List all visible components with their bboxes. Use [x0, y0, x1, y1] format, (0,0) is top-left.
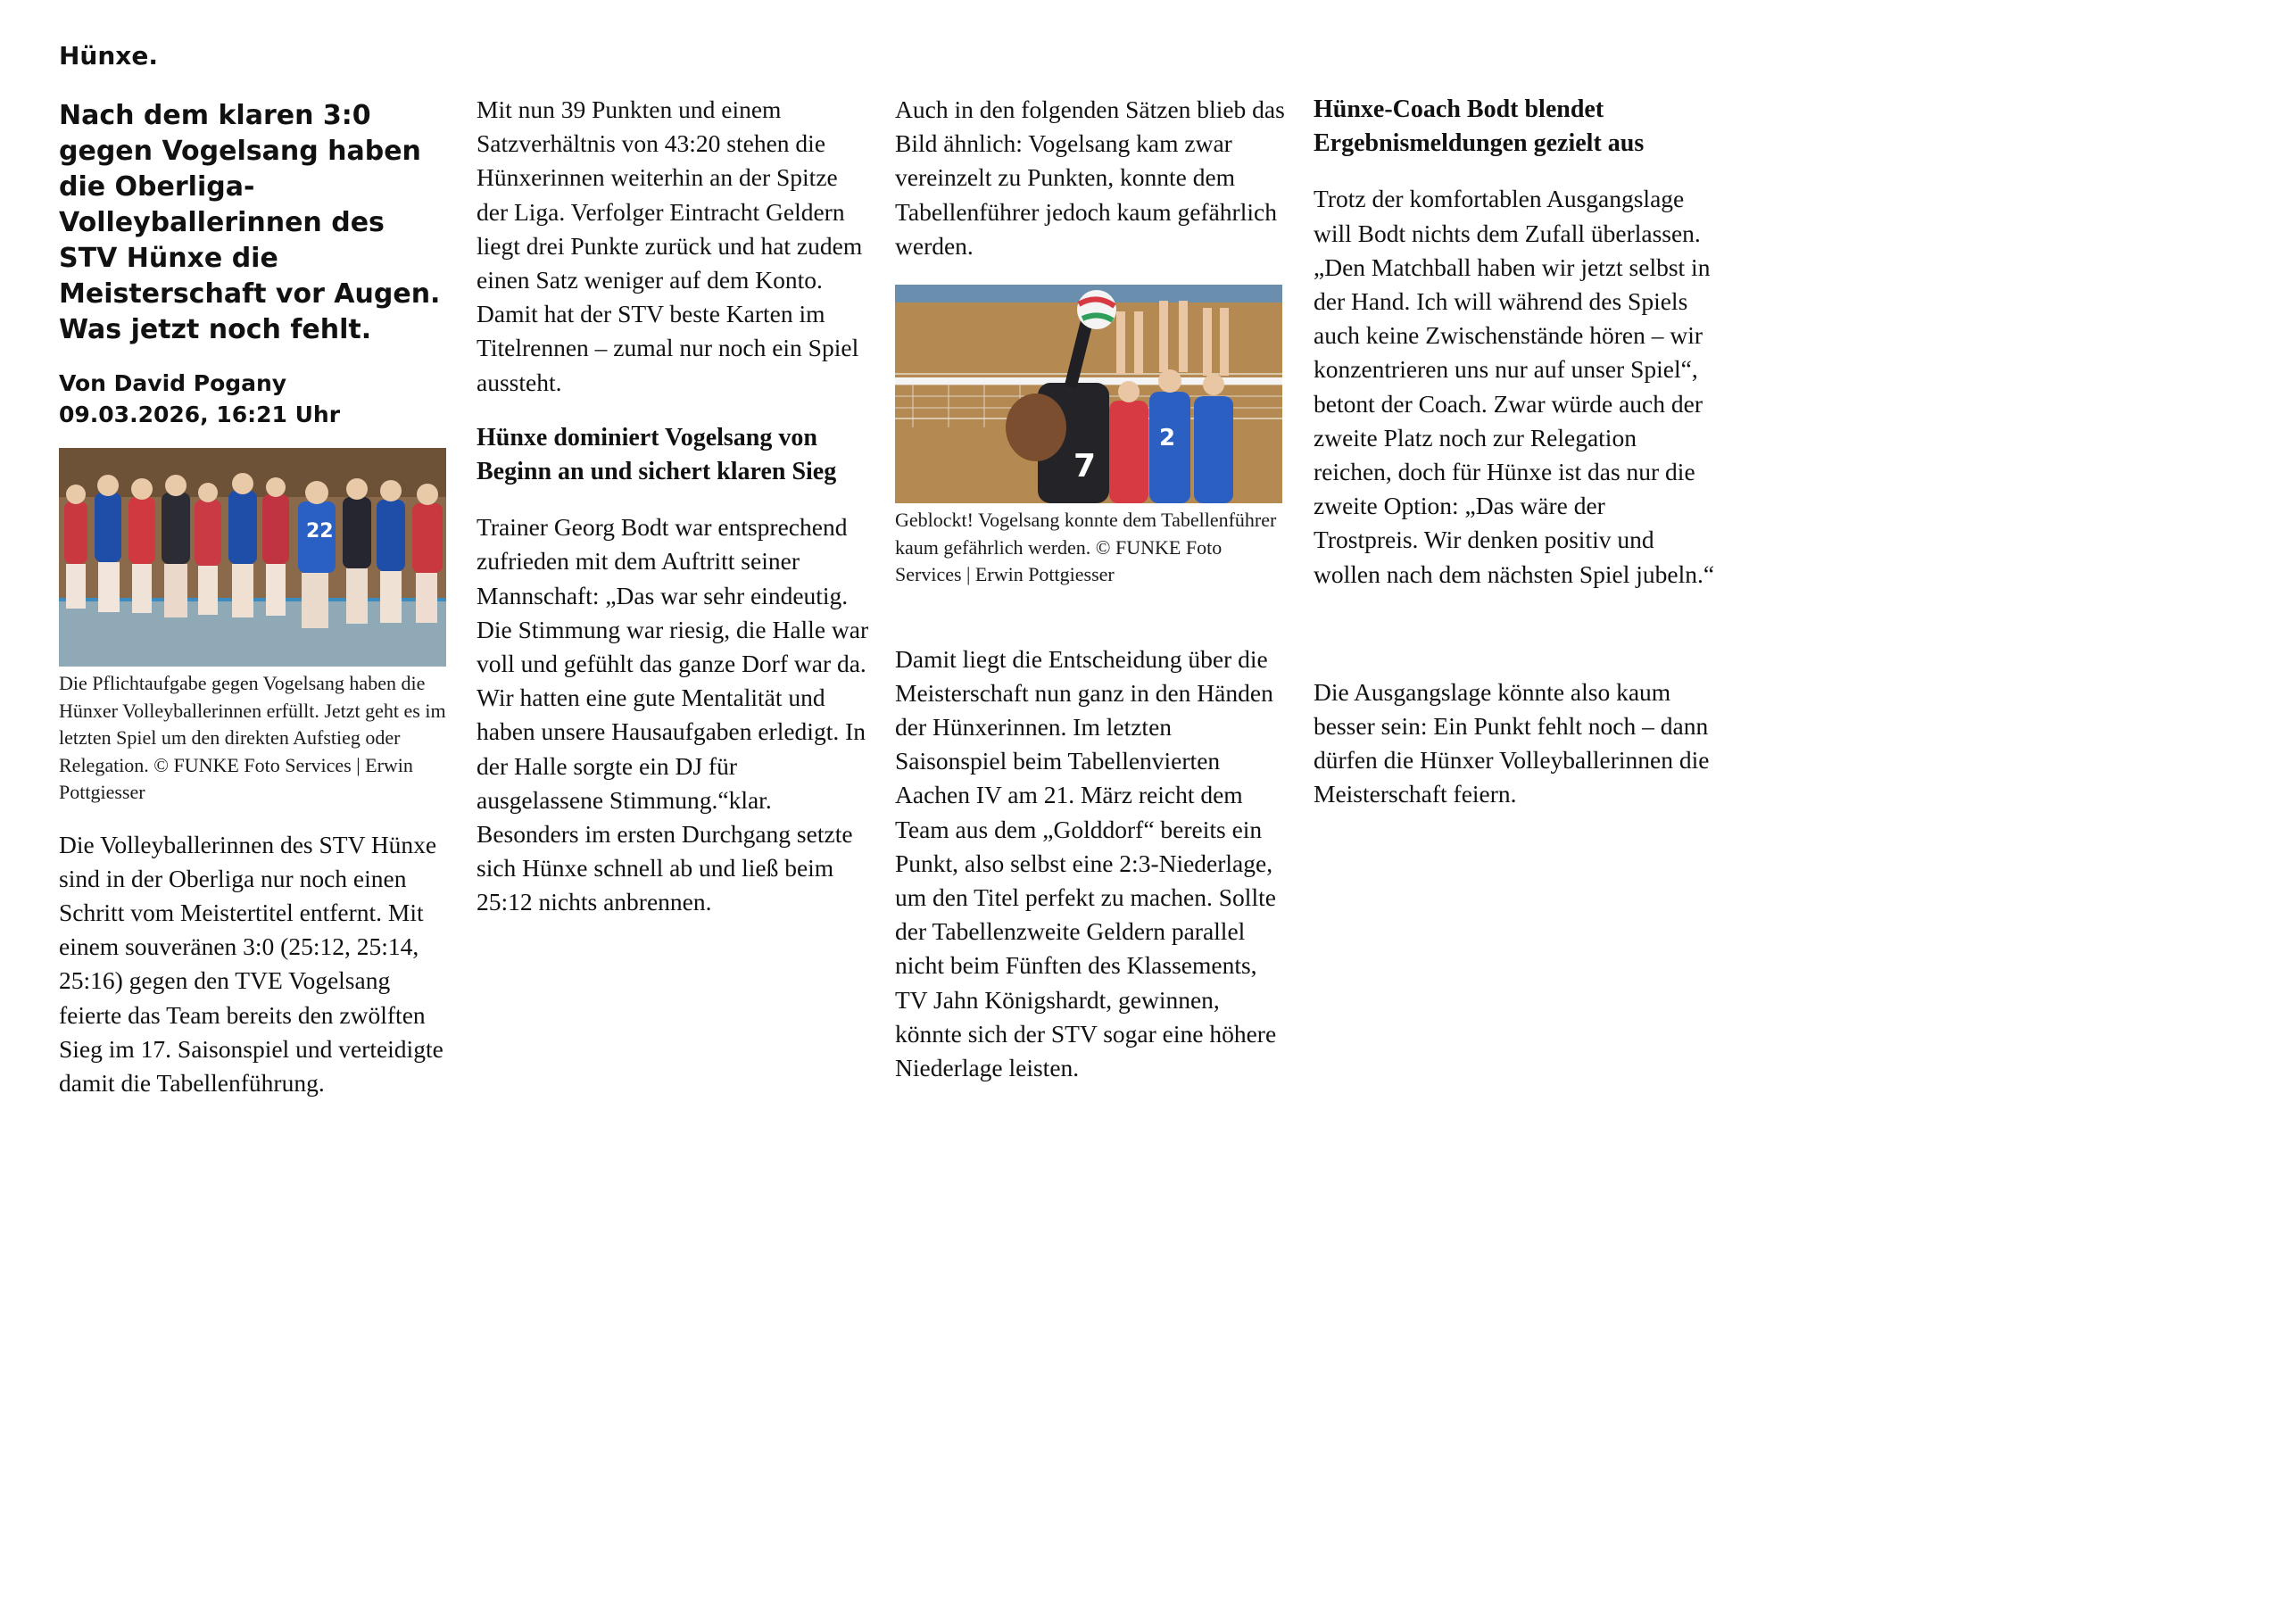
paragraph-standings: Mit nun 39 Punkten und einem Satzverhältnis von 43:20 stehen die Hünxerinnen weiterhin an der Spitze der Liga. Verfolger Eintracht Geldern liegt drei Punkte zurück und hat zudem einen Satz weniger auf dem Konto. Damit hat der STV beste Karten im Titelrennen – zumal nur noch ein Spiel aussteht.: [477, 95, 863, 396]
paragraph-following-sets: Auch in den folgenden Sätzen blieb das Bild ähnlich: Vogelsang kam zwar vereinzelt zu Punkten, konnte dem Tabellenführer jedoch kaum gefährlich werden.: [895, 95, 1285, 260]
svg-text:2: 2: [1159, 425, 1176, 452]
svg-text:7: 7: [1073, 448, 1097, 485]
article-column-2: [477, 93, 869, 920]
article-column-3: [895, 93, 1288, 1085]
article-column-1: [59, 93, 452, 1100]
subhead-coach: Hünxe-Coach Bodt blendet Ergebnismeldungen gezielt aus: [1314, 95, 1645, 158]
article-column-4: [1314, 93, 1715, 812]
svg-text:22: 22: [306, 520, 334, 543]
paragraph-intro: Die Volleyballerinnen des STV Hünxe sind in der Oberliga nur noch einen Schritt vom Meistertitel entfernt. Mit einem souveränen 3:0 (25:12, 25:14, 25:16) gegen den TVE Vogelsang feierte das Team bereits den zwölften Sieg im 17. Saisonspiel und verteidigte damit die Tabellenführung.: [59, 830, 443, 1097]
byline: [59, 368, 452, 430]
subhead-dominance: Hünxe dominiert Vogelsang von Beginn an und sichert klaren Sieg: [477, 423, 837, 486]
photo-caption-1: Die Pflichtaufgabe gegen Vogelsang haben die Hünxer Volleyballerinnen erfüllt. Jetzt geht es im letzten Spiel um den direkten Aufstieg oder Relegation. © FUNKE Foto Services | Erwin Pottgiesser: [59, 672, 446, 803]
publish-date: 09.03.2026, 16:21 Uhr: [59, 402, 341, 427]
team-celebration-photo: [59, 448, 446, 667]
volleyball-block-photo: [895, 285, 1282, 503]
paragraph-coach-quote: Trainer Georg Bodt war entsprechend zufrieden mit dem Auftritt seiner Mannschaft: „Das war sehr eindeutig. Die Stimmung war riesig, die Halle war voll und gefühlt das ganze Dorf war da. Wir hatten eine gute Mentalität und haben unsere Hausaufgaben erledigt. In der Halle sorgte ein DJ für ausgelassene Stimmung.“klar. Besonders im ersten Durchgang setzte sich Hünxe schnell ab und ließ beim 25:12 nichts anbrennen.: [477, 513, 869, 916]
paragraph-conclusion: Die Ausgangslage könnte also kaum besser sein: Ein Punkt fehlt noch – dann dürfen die Hünxer Volleyballerinnen die Meisterschaft feiern.: [1314, 677, 1710, 808]
paragraph-decision: Damit liegt die Entscheidung über die Meisterschaft nun ganz in den Händen der Hünxerinnen. Im letzten Saisonspiel beim Tabellenvierten Aachen IV am 21. März reicht dem Team aus dem „Golddorf“ bereits ein Punkt, also selbst eine 2:3-Niederlage, um den Titel perfekt zu machen. Sollte der Tabellenzweite Geldern parallel nicht beim Fünften des Klassements, TV Jahn Königshardt, gewinnen, könnte sich der STV sogar eine höhere Niederlage leisten.: [895, 644, 1277, 1081]
photo-caption-2: Geblockt! Vogelsang konnte dem Tabellenführer kaum gefährlich werden. © FUNKE Foto Services | Erwin Pottgiesser: [895, 509, 1277, 586]
author: Von David Pogany: [59, 370, 287, 396]
article-headline: Nach dem klaren 3:0 gegen Vogelsang haben die Oberliga-Volleyballerinnen des STV Hünxe die Meisterschaft vor Augen. Was jetzt noch fehlt.: [59, 100, 441, 345]
paragraph-matchball: Trotz der komfortablen Ausgangslage will Bodt nichts dem Zufall überlassen. „Den Matchball haben wir jetzt selbst in der Hand. Ich will während des Spiels auch keine Zwischenstände hören – wir konzentrieren uns nur auf unser Spiel“, betont der Coach. Zwar würde auch der zweite Platz noch zur Relegation reichen, doch für Hünxe ist das nur die zweite Option: „Das wäre der Trostpreis. Wir denken positiv und wollen nach dem nächsten Spiel jubeln.“: [1314, 185, 1715, 588]
dateline: Hünxe.: [59, 41, 158, 70]
